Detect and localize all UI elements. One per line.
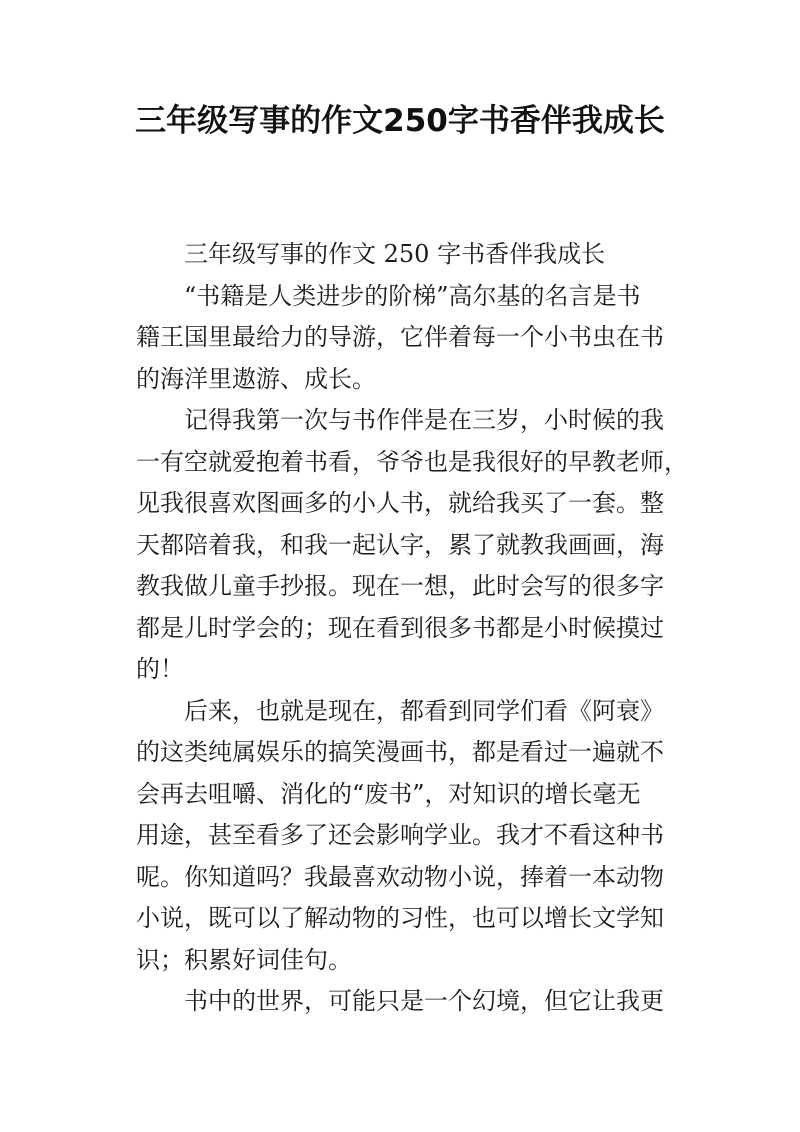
body-line: 一有空就爱抱着书看，爷爷也是我很好的早教老师， xyxy=(136,447,688,476)
body-line: 三年级写事的作文 250 字书香伴我成长 xyxy=(184,240,606,268)
body-line: 识；积累好词佳句。 xyxy=(136,945,352,974)
body-line: 天都陪着我，和我一起认字，累了就教我画画，海 xyxy=(136,530,664,559)
body-line: 会再去咀嚼、消化的“废书”，对知识的增长毫无 xyxy=(136,779,641,808)
body-line: “书籍是人类进步的阶梯”高尔基的名言是书 xyxy=(184,281,641,310)
body-line: 记得我第一次与书作伴是在三岁，小时候的我 xyxy=(184,406,664,434)
body-line: 都是儿时学会的；现在看到很多书都是小时候摸过 xyxy=(136,613,664,642)
body-line: 小说，既可以了解动物的习性，也可以增长文学知 xyxy=(136,904,664,932)
document-title: 三年级写事的作文250字书香伴我成长 xyxy=(135,103,665,139)
body-line: 用途，甚至看多了还会影响学业。我才不看这种书 xyxy=(136,821,664,849)
body-line: 见我很喜欢图画多的小人书，就给我买了一套。整 xyxy=(136,489,664,517)
body-line: 呢。你知道吗？我最喜欢动物小说，捧着一本动物 xyxy=(136,862,664,891)
body-line: 籍王国里最给力的导游，它伴着每一个小书虫在书 xyxy=(136,323,664,351)
body-line: 的！ xyxy=(136,655,184,683)
body-line: 教我做儿童手抄报。现在一想，此时会写的很多字 xyxy=(136,572,664,600)
body-line: 书中的世界，可能只是一个幻境，但它让我更 xyxy=(184,987,664,1015)
document-body xyxy=(136,234,688,1023)
body-line: 的海洋里遨游、成长。 xyxy=(136,364,376,393)
body-line: 后来，也就是现在，都看到同学们看《阿衰》 xyxy=(184,696,664,725)
body-line: 的这类纯属娱乐的搞笑漫画书，都是看过一遍就不 xyxy=(136,738,664,766)
